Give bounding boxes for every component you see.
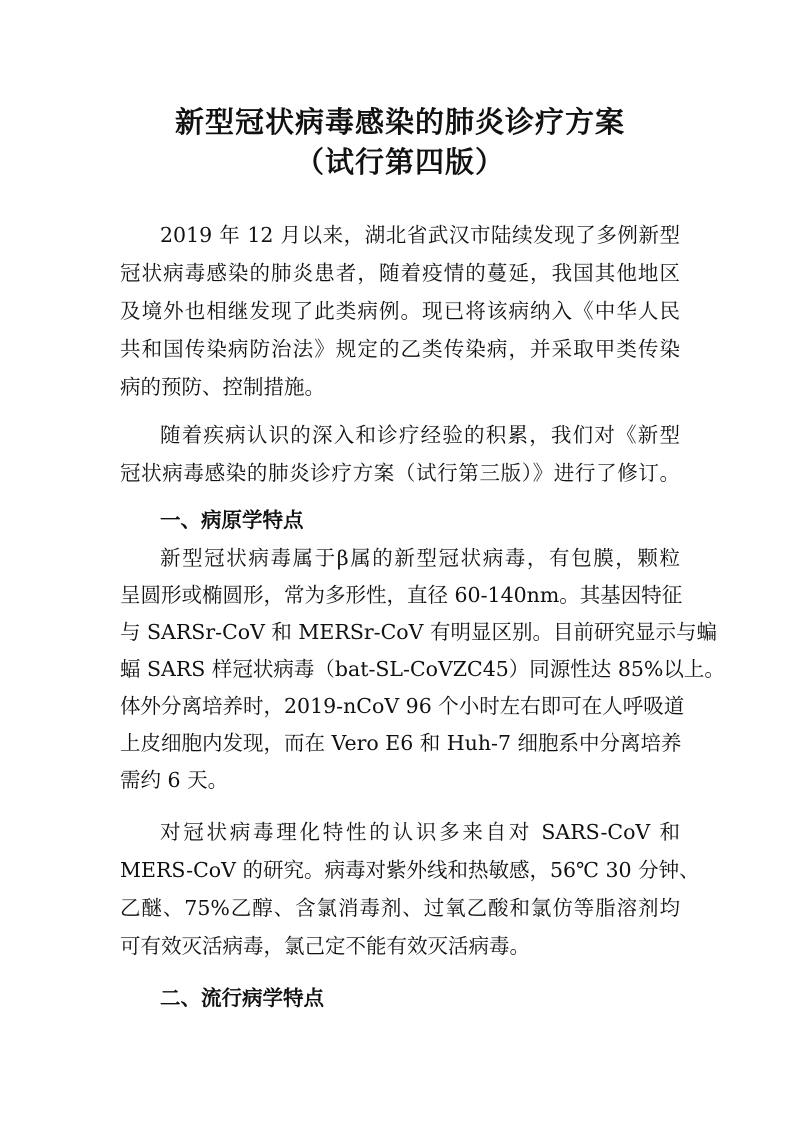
paragraph-line: 对冠状病毒理化特性的认识多来自对 SARS-CoV 和	[160, 820, 680, 844]
paragraph-line: MERS-CoV 的研究。病毒对紫外线和热敏感，56℃ 30 分钟、	[120, 858, 700, 882]
paragraph-line: 共和国传染病防治法》规定的乙类传染病，并采取甲类传染	[120, 337, 680, 361]
paragraph-line: 需约 6 天。	[120, 768, 229, 792]
document-subtitle: （试行第四版）	[294, 145, 505, 179]
paragraph-line: 可有效灭活病毒，氯己定不能有效灭活病毒。	[120, 934, 530, 958]
paragraph-line: 病的预防、控制措施。	[120, 375, 325, 399]
paragraph-line: 新型冠状病毒属于β属的新型冠状病毒，有包膜，颗粒	[160, 546, 680, 570]
paragraph-line: 上皮细胞内发现，而在 Vero E6 和 Huh-7 细胞系中分离培养	[120, 731, 682, 755]
paragraph-line: 随着疾病认识的深入和诊疗经验的积累，我们对《新型	[160, 423, 680, 447]
paragraph-line: 乙醚、75%乙醇、含氯消毒剂、过氧乙酸和氯仿等脂溶剂均	[120, 896, 680, 920]
document-title: 新型冠状病毒感染的肺炎诊疗方案	[174, 105, 625, 139]
section-heading-etiology: 一、病原学特点	[160, 508, 304, 532]
section-heading-epidemiology: 二、流行病学特点	[160, 986, 324, 1010]
paragraph-line: 体外分离培养时，2019-nCoV 96 个小时左右即可在人呼吸道	[120, 694, 685, 718]
paragraph-line: 蝠 SARS 样冠状病毒（bat-SL-CoVZC45）同源性达 85%以上。	[120, 657, 725, 681]
paragraph-line: 冠状病毒感染的肺炎诊疗方案（试行第三版）》进行了修订。	[120, 461, 680, 485]
paragraph-line: 呈圆形或椭圆形，常为多形性，直径 60-140nm。其基因特征	[120, 583, 683, 607]
paragraph-line: 2019 年 12 月以来，湖北省武汉市陆续发现了多例新型	[160, 223, 680, 247]
paragraph-line: 冠状病毒感染的肺炎患者，随着疫情的蔓延，我国其他地区	[120, 261, 680, 285]
paragraph-line: 与 SARSr-CoV 和 MERSr-CoV 有明显区别。目前研究显示与蝙	[120, 620, 717, 644]
paragraph-line: 及境外也相继发现了此类病例。现已将该病纳入《中华人民	[120, 299, 680, 323]
